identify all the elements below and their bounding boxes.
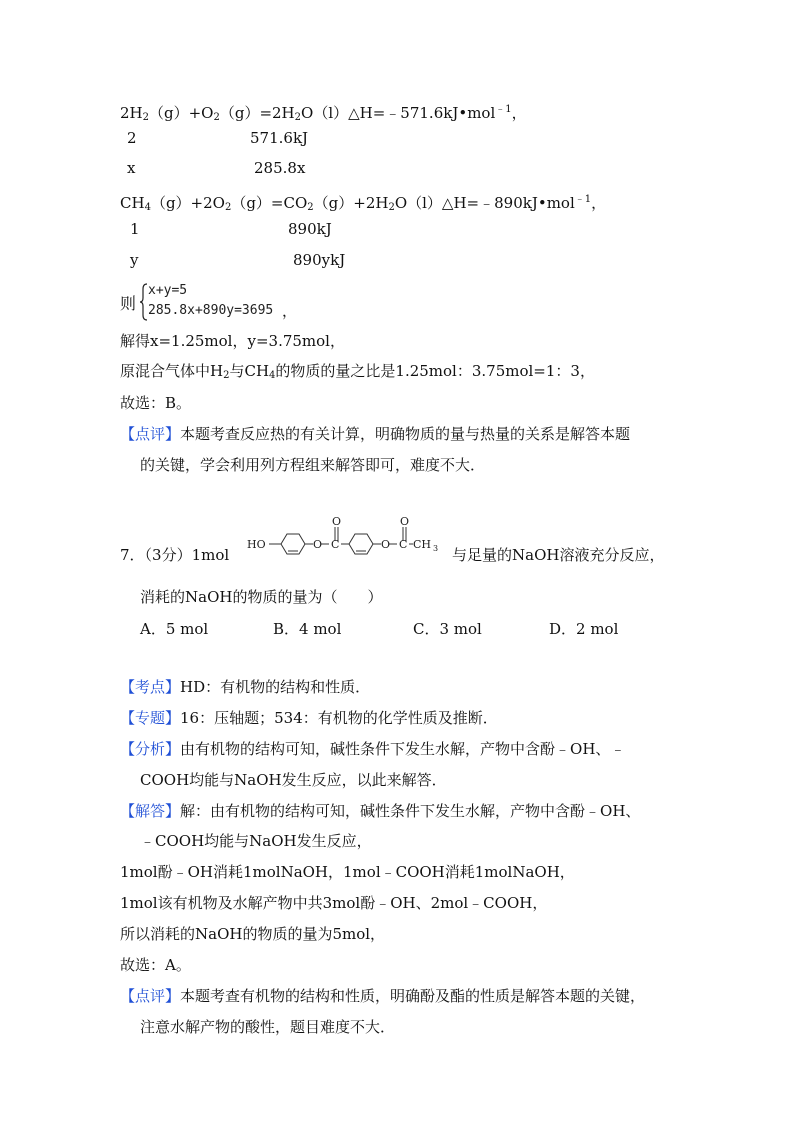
ratio-row-3-right: 890kJ xyxy=(288,220,332,238)
svg-text:O: O xyxy=(381,538,391,551)
left-brace xyxy=(140,283,148,321)
answer-q6: 故选：B。 xyxy=(120,394,192,412)
ratio-row-3-left: 1 xyxy=(130,220,140,238)
zhuanti-line: 【专题】16：压轴题；534：有机物的化学性质及推断． xyxy=(120,709,498,727)
svg-text:O: O xyxy=(313,538,323,551)
svg-text:HO: HO xyxy=(247,538,266,551)
ratio-row-1-left: 2 xyxy=(127,129,137,147)
svg-text:3: 3 xyxy=(433,544,439,553)
ratio-row-4-left: y xyxy=(130,251,139,269)
jieda-tag: 【解答】 xyxy=(120,802,181,820)
equation-h2: $2H_2(g)+O_2(g)=2H_2O(l)\triangle H=﹣571.6kJ•mol^{﹣1}$， xyxy=(120,104,527,123)
option-a: A．5 mol xyxy=(140,620,209,638)
solution-step-3: 所以消耗的NaOH的物质的量为5mol， xyxy=(120,925,386,943)
system-prefix: 则 xyxy=(120,294,137,313)
ratio-row-2-left: x xyxy=(127,159,136,177)
question-7-suffix: 与足量的NaOH溶液充分反应， xyxy=(452,546,665,564)
svg-text:C: C xyxy=(399,538,408,551)
option-d: D．2 mol xyxy=(549,620,619,638)
fenxi-tag: 【分析】 xyxy=(120,740,181,758)
svg-text:O: O xyxy=(332,515,342,528)
jieda-line-1: 【解答】解：由有机物的结构可知，碱性条件下发生水解，产物中含酚﹣OH、 xyxy=(120,802,641,820)
comment-q7-line-2: 注意水解产物的酸性，题目难度不大． xyxy=(140,1018,396,1036)
svg-text:O: O xyxy=(400,515,410,528)
comment-q7-line-1: 【点评】本题考查有机物的结构和性质，明确酚及酯的性质是解答本题的关键， xyxy=(120,987,646,1005)
system-line-1: x+y=5 xyxy=(148,283,188,298)
solution-step-1: 1mol酚﹣OH消耗1molNaOH，1mol﹣COOH消耗1molNaOH， xyxy=(120,863,575,881)
answer-q7: 故选：A。 xyxy=(120,956,191,974)
ratio-row-4-right: 890ykJ xyxy=(293,251,346,269)
kaodian-tag: 【考点】 xyxy=(120,678,181,696)
solution-step-2: 1mol该有机物及水解产物中共3mol酚﹣OH、2mol﹣COOH， xyxy=(120,894,548,912)
svg-text:C: C xyxy=(331,538,340,551)
jieda-line-2: ﹣COOH均能与NaOH发生反应， xyxy=(140,832,372,850)
ratio-row-2-right: 285.8x xyxy=(254,159,306,177)
option-c: C．3 mol xyxy=(413,620,482,638)
question-7-stem: 消耗的NaOH的物质的量为（ ） xyxy=(140,588,383,606)
comment-q7-tag: 【点评】 xyxy=(120,987,181,1005)
ratio-row-1-right: 571.6kJ xyxy=(250,129,309,147)
kaodian-line: 【考点】HD：有机物的结构和性质． xyxy=(120,678,371,696)
solution-line: 解得x=1.25mol，y=3.75mol， xyxy=(120,332,345,350)
fenxi-line-1: 【分析】由有机物的结构可知，碱性条件下发生水解，产物中含酚﹣OH、﹣ xyxy=(120,740,626,758)
ester-molecule-structure xyxy=(247,514,451,558)
zhuanti-tag: 【专题】 xyxy=(120,709,181,727)
system-suffix: ， xyxy=(282,302,298,320)
comment-tag: 【点评】 xyxy=(120,425,181,443)
option-b: B．4 mol xyxy=(273,620,342,638)
fenxi-line-2: COOH均能与NaOH发生反应，以此来解答． xyxy=(140,771,447,789)
question-7-prefix: 7．（3分）1mol xyxy=(120,546,230,564)
comment-q6-line-1: 【点评】本题考查反应热的有关计算，明确物质的量与热量的关系是解答本题 xyxy=(120,425,631,443)
system-line-2: 285.8x+890y=3695 xyxy=(148,303,274,318)
ratio-line: 原混合气体中$H_2$与$CH_4$的物质的量之比是1.25mol：3.75mol=1：3， xyxy=(120,362,595,381)
comment-q6-line-2: 的关键，学会利用列方程组来解答即可，难度不大． xyxy=(140,456,486,474)
svg-text:CH: CH xyxy=(413,538,432,551)
equation-ch4: $CH_4(g)+2O_2(g)=CO_2(g)+2H_2O(l)\triangle H=﹣890kJ•mol^{﹣1}$， xyxy=(120,194,607,213)
